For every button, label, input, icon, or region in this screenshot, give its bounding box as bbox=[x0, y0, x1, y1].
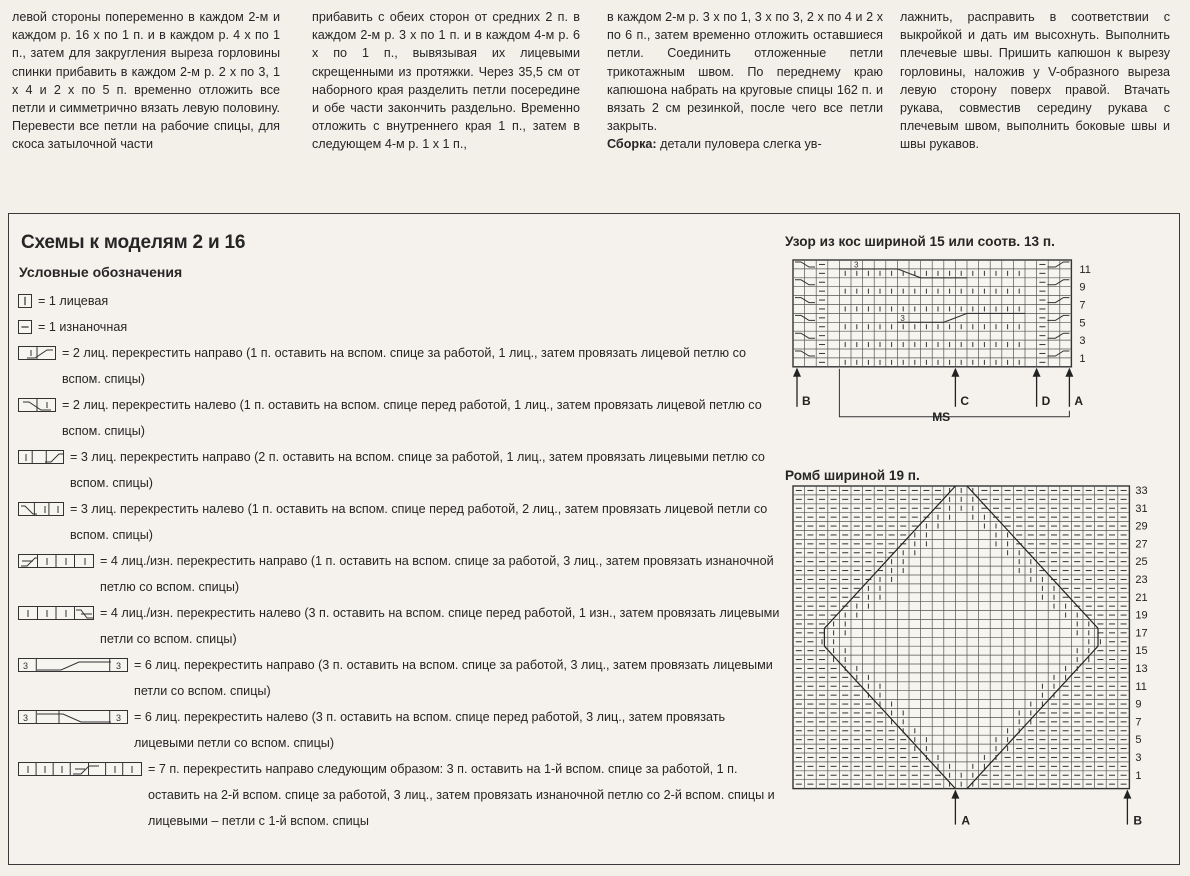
marker-label: C bbox=[960, 393, 970, 408]
legend-title: Условные обозначения bbox=[19, 264, 183, 280]
marker-arrow bbox=[1123, 790, 1131, 799]
cross-7-right-icon bbox=[18, 762, 142, 776]
cross-6-right-icon bbox=[18, 658, 128, 672]
marker-arrow bbox=[1033, 368, 1041, 377]
marker-arrow bbox=[1065, 368, 1073, 377]
text-column-3-body: в каждом 2-м р. 3 х по 1, 3 х по 3, 2 х по 4 и 2 х по 6 п., затем временно отложить оставшиеся петли. Соединить отложенные петли трикотажным швом. По переднему краю капюшона набрать на круговые спицы 162 п. и вязать 2 см резинкой, после чего все петли закрыть. bbox=[607, 10, 883, 134]
text-column-4: лажнить, расправить в соответствии с выкройкой и дать им высохнуть. Выполнить плечевые швы. Пришить капюшон к вырезу горловины, наложив у V-образного выреза левую сторону поверх правой. Втачать рукава, совместив середину рукава с плечевым швом, выполнить боковые швы и швы рукавов. bbox=[900, 10, 1170, 152]
text-column-3 bbox=[607, 8, 883, 154]
chart1-title: Узор из кос шириной 15 или соотв. 13 п. bbox=[785, 234, 1055, 249]
legend-item-text: = 4 лиц./изн. перекрестить направо (1 п. оставить на вспом. спице за работой, 3 лиц., затем провязать изнаночной петлю со вспом. спицы) bbox=[100, 554, 774, 594]
legend-item bbox=[18, 496, 788, 548]
legend-item bbox=[18, 288, 788, 314]
legend-item-text: = 4 лиц./изн. перекрестить налево (3 п. оставить на вспом. спице перед работой, 1 изн., затем провязать лицевыми петли со вспом. спицы) bbox=[100, 606, 780, 646]
legend-item bbox=[18, 340, 788, 392]
cable-label: 3 bbox=[900, 313, 905, 323]
row-number: 5 bbox=[1079, 317, 1086, 330]
row-number: 13 bbox=[1135, 663, 1148, 675]
text-column-2: прибавить с обеих сторон от средних 2 п. в каждом 2-м р. 3 х по 1 п. и в каждом 4-м р. 6 х по 1 п., вывязывая их лицевыми скрещенными из протяжки. Через 35,5 см от наборного края разделить петли посередине и обе части закончить раздельно. Временно отложить с внутреннего края 1 п., затем в следующем 4-м р. 1 х 1 п., bbox=[312, 10, 580, 152]
row-number: 7 bbox=[1079, 299, 1086, 312]
legend-item bbox=[18, 600, 788, 652]
legend-item-text: = 6 лиц. перекрестить налево (3 п. оставить на вспом. спице перед работой, 3 лиц., затем провязать лицевыми петли со вспом. спицы) bbox=[134, 710, 726, 750]
box-title: Схемы к моделям 2 и 16 bbox=[21, 232, 246, 253]
cross-4-left-icon bbox=[18, 606, 94, 620]
svg-text:3: 3 bbox=[116, 661, 122, 671]
row-number: 3 bbox=[1135, 752, 1142, 764]
row-number: 23 bbox=[1135, 574, 1148, 586]
assembly-text: детали пуловера слегка ув- bbox=[656, 137, 822, 152]
cross-6-left-icon bbox=[18, 710, 128, 724]
row-number: 33 bbox=[1135, 485, 1148, 497]
svg-text:3: 3 bbox=[23, 713, 29, 723]
legend-item-text: = 1 изнаночная bbox=[38, 320, 128, 334]
text-column-1: левой стороны попеременно в каждом 2-м и каждом р. 16 х по 1 п. и в каждом р. 4 х по 1 п., затем для закругления выреза горловины спинки прибавить в каждом 2-м р. 2 х по 3, 1 х 4 и 2 х по 5 п. временно отложить все петли и симметрично вязать левую половину. Перевести все петли на рабочие спицы, для скоса затылочной части bbox=[12, 10, 280, 152]
marker-arrow bbox=[793, 368, 801, 377]
legend-item-text: = 1 лицевая bbox=[38, 294, 109, 308]
row-number: 29 bbox=[1135, 520, 1148, 533]
cross-2-right-icon bbox=[18, 346, 56, 360]
row-number: 1 bbox=[1079, 352, 1086, 365]
legend-item-text: = 7 п. перекрестить направо следующим образом: 3 п. оставить на 1-й вспом. спице за работой, 1 п. оставить на 2-й вспом. спице за работой, 3 лиц., затем провязать изнаночной петлю со 2-й вспом. спицы и лицевыми – петли с 1-й вспом. спицы bbox=[148, 762, 775, 828]
marker-label: D bbox=[1041, 393, 1051, 408]
legend-item bbox=[18, 652, 788, 704]
row-number: 7 bbox=[1135, 716, 1142, 729]
legend-item-text: = 3 лиц. перекрестить налево (1 п. оставить на вспом. спице перед работой, 2 лиц., затем провязать лицевой петли со вспом. спицы) bbox=[70, 502, 768, 542]
legend-item-text: = 3 лиц. перекрестить направо (2 п. оставить на вспом. спице за работой, 1 лиц., затем провязать лицевыми петлю со вспом. спицы) bbox=[70, 450, 765, 490]
cable-label: 3 bbox=[854, 260, 859, 270]
row-number: 15 bbox=[1135, 645, 1148, 658]
row-number: 31 bbox=[1135, 502, 1148, 515]
legend-item bbox=[18, 392, 788, 444]
diamond-chart bbox=[779, 486, 1169, 856]
row-number: 17 bbox=[1135, 627, 1148, 640]
row-number: 25 bbox=[1135, 556, 1148, 569]
marker-arrow bbox=[951, 790, 959, 799]
row-number: 5 bbox=[1135, 734, 1142, 747]
legend-item-text: = 2 лиц. перекрестить налево (1 п. оставить на вспом. спице перед работой, 1 лиц., затем провязать лицевой петлю со вспом. спицы) bbox=[62, 398, 762, 438]
marker-label: B bbox=[1133, 813, 1143, 828]
cross-3-left-icon bbox=[18, 502, 64, 516]
row-number: 21 bbox=[1135, 591, 1148, 604]
cross-4-right-icon bbox=[18, 554, 94, 568]
marker-label: A bbox=[961, 813, 971, 828]
legend-item-text: = 6 лиц. перекрестить направо (3 п. оставить на вспом. спице за работой, 3 лиц., затем провязать лицевыми петли со вспом. спицы) bbox=[134, 658, 773, 698]
svg-text:3: 3 bbox=[23, 661, 29, 671]
legend-item bbox=[18, 314, 788, 340]
row-number: 9 bbox=[1079, 281, 1086, 294]
cable-chart bbox=[779, 252, 1159, 437]
row-number: 3 bbox=[1079, 335, 1086, 348]
chart2-title: Ромб шириной 19 п. bbox=[785, 468, 920, 483]
knit-symbol-icon bbox=[18, 294, 32, 308]
legend-item bbox=[18, 548, 788, 600]
row-number: 11 bbox=[1135, 680, 1147, 693]
legend-item bbox=[18, 756, 788, 834]
row-number: 1 bbox=[1135, 769, 1142, 782]
legend-item bbox=[18, 704, 788, 756]
assembly-label: Сборка: bbox=[607, 137, 657, 152]
row-number: 19 bbox=[1135, 609, 1148, 622]
cross-3-right-icon bbox=[18, 450, 64, 464]
marker-arrow bbox=[951, 368, 959, 377]
marker-label: A bbox=[1074, 393, 1084, 408]
row-number: 9 bbox=[1135, 698, 1142, 711]
legend-item bbox=[18, 444, 788, 496]
row-number: 11 bbox=[1079, 263, 1091, 276]
marker-label: B bbox=[802, 393, 811, 408]
cross-2-left-icon bbox=[18, 398, 56, 412]
purl-symbol-icon bbox=[18, 320, 32, 334]
ms-label: MS bbox=[932, 409, 951, 424]
legend-list bbox=[18, 288, 788, 834]
legend-item-text: = 2 лиц. перекрестить направо (1 п. оставить на вспом. спице за работой, 1 лиц., затем провязать лицевой петлю со вспом. спицы) bbox=[62, 346, 747, 386]
schemes-box bbox=[8, 213, 1180, 865]
svg-text:3: 3 bbox=[116, 713, 122, 723]
row-number: 27 bbox=[1135, 538, 1148, 551]
